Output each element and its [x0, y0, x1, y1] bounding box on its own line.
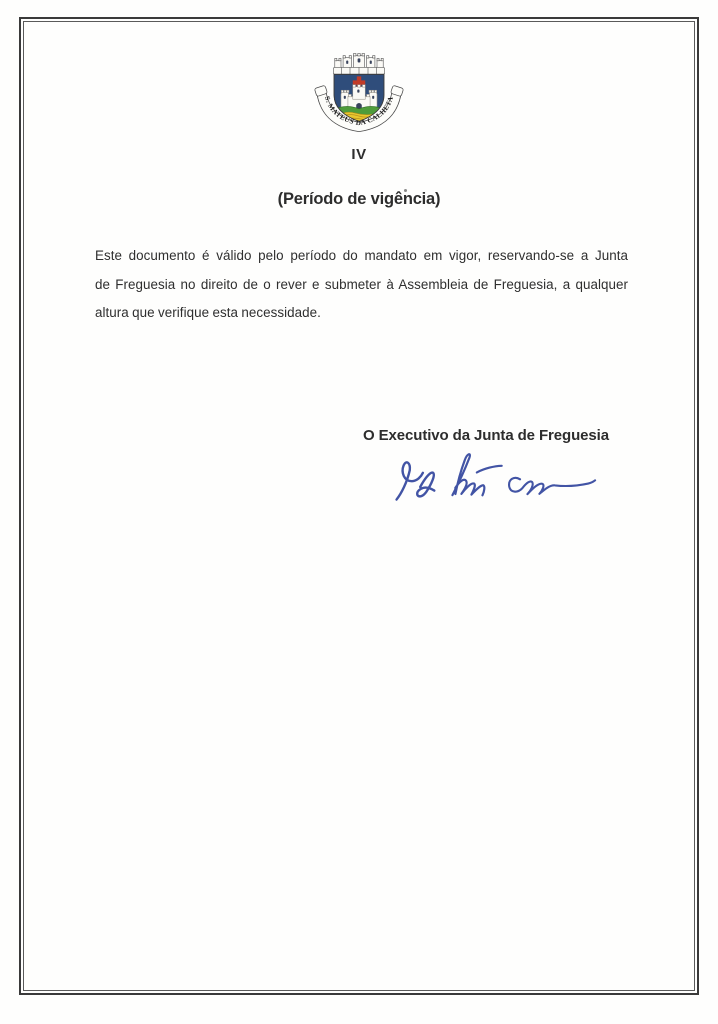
mural-crown-icon: [333, 54, 384, 75]
body-line: altura que verifique esta necessidade.: [95, 304, 321, 320]
body-line: de Freguesia no direito de o rever e submeter à Assembleia de Freguesia, a qualquer: [95, 276, 628, 292]
body-line: Este documento é válido pelo período do mandato em vigor, reservando-se a Junta: [95, 248, 628, 264]
handwritten-signature: [387, 444, 601, 512]
body-paragraph: [95, 242, 628, 327]
signature-block-title: O Executivo da Junta de Freguesia: [363, 427, 609, 444]
crest-motto: S. MATEUS DA CALHETA: [322, 95, 396, 128]
section-number: IV: [351, 146, 367, 163]
section-title: (Período de vigência): [277, 190, 441, 208]
parish-coat-of-arms: [314, 52, 404, 134]
coat-of-arms-graphic: [314, 52, 404, 134]
